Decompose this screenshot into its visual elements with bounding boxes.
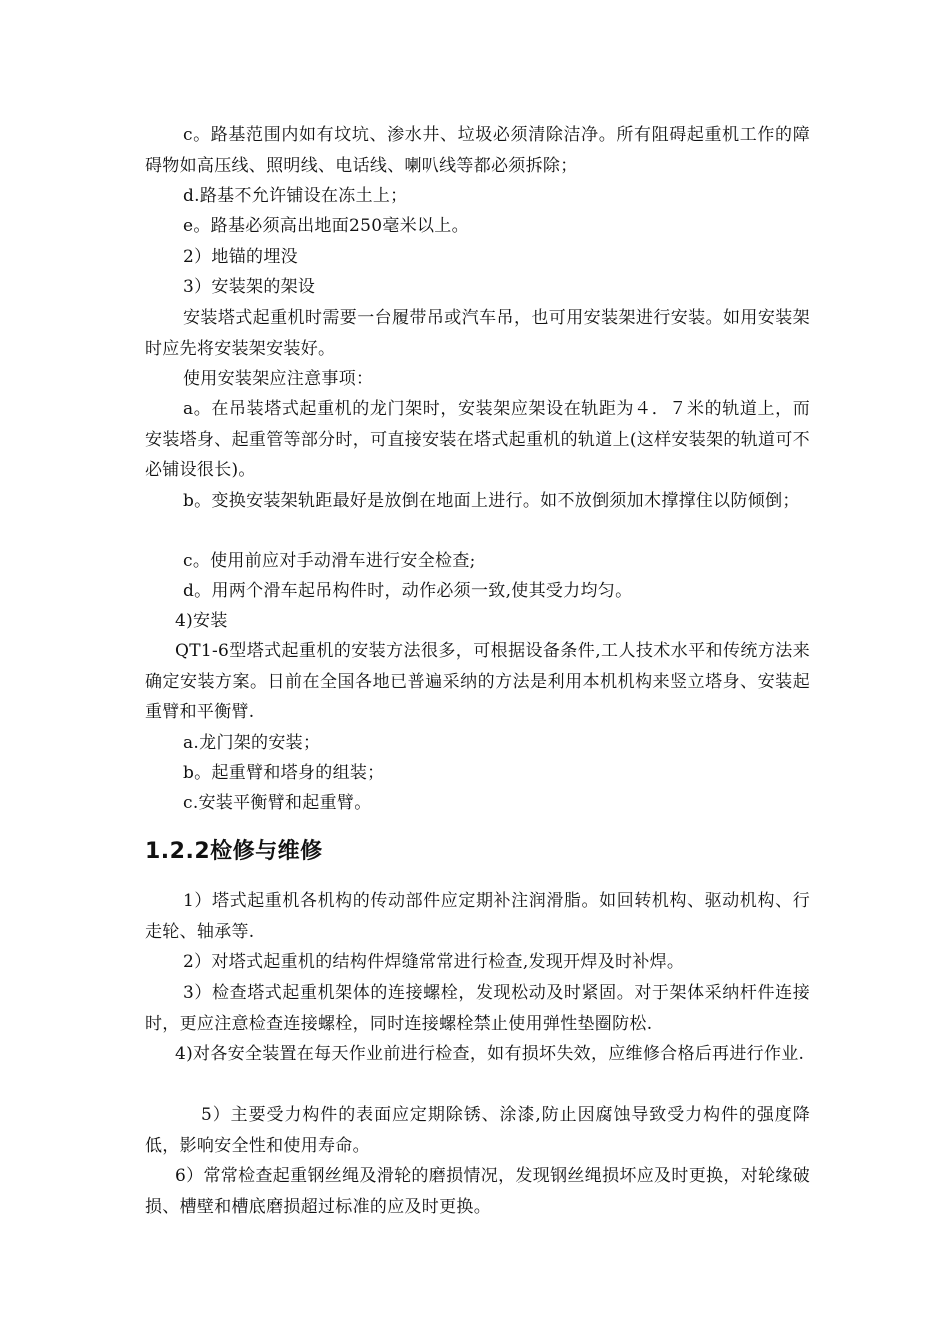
paragraph-qt1-6: QT1-6型塔式起重机的安装方法很多，可根据设备条件,工人技术水平和传统方法来确定安装方案。日前在全国各地已普遍采纳的方法是利用本机机构来竖立塔身、安装起重臂和平衡臂. [145,641,810,722]
paragraph-d-lifting: d。用两个滑车起吊构件时，动作必须一致,使其受力均匀。 [183,581,633,601]
paragraph-a-gantry-install: a.龙门架的安装； [183,733,321,753]
paragraph-maint-3: 3）检查塔式起重机架体的连接螺栓，发现松动及时紧固。对于架体采纳杆件连接时，更应注意检查连接螺栓，同时连接螺栓禁止使用弹性垫圈防松. [145,983,810,1034]
paragraph-c-roadbed-clearing: c。路基范围内如有坟坑、渗水井、垃圾必须清除洁净。所有阻碍起重机工作的障碍物如高压线、照明线、电话线、喇叭线等都必须拆除； [145,125,810,176]
paragraph-maint-4: 4)对各安全装置在每天作业前进行检查，如有损坏失效，应维修合格后再进行作业. [175,1044,805,1064]
paragraph-maint-5: 5）主要受力构件的表面应定期除锈、涂漆,防止因腐蚀导致受力构件的强度降低，影响安全性和使用寿命。 [145,1105,810,1156]
paragraph-d-frozen-soil: d.路基不允许铺设在冻土上； [183,186,408,206]
paragraph-c-check: c。使用前应对手动滑车进行安全检查; [183,551,476,571]
section-heading-maintenance: 1.2.2检修与维修 [145,839,323,864]
list-item-install-frame: 3）安装架的架设 [183,277,316,297]
paragraph-b-boom-tower: b。起重臂和塔身的组装； [183,763,385,783]
list-item-anchor: 2）地锚的埋没 [183,247,298,267]
paragraph-maint-6: 6）常常检查起重钢丝绳及滑轮的磨损情况，发现钢丝绳损坏应及时更换，对轮缘破损、槽壁和槽底磨损超过标准的应及时更换。 [145,1166,810,1217]
paragraph-install-crane: 安装塔式起重机时需要一台履带吊或汽车吊，也可用安装架进行安装。如用安装架时应先将安装架安装好。 [145,308,810,359]
paragraph-c-counter-jib: c.安装平衡臂和起重臂。 [183,793,372,813]
paragraph-a-gantry: a。在吊装塔式起重机的龙门架时，安装架应架设在轨距为４．７米的轨道上，而安装塔身、起重管等部分时，可直接安装在塔式起重机的轨道上(这样安装架的轨道可不必铺设很长)。 [145,399,810,480]
paragraph-maint-2: 2）对塔式起重机的结构件焊缝常常进行检查,发现开焊及时补焊。 [183,952,685,972]
list-item-install: 4)安装 [175,611,228,631]
paragraph-notice-title: 使用安装架应注意事项： [183,369,374,389]
paragraph-e-height: e。路基必须高出地面250毫米以上。 [183,216,469,236]
paragraph-maint-1: 1）塔式起重机各机构的传动部件应定期补注润滑脂。如回转机构、驱动机构、行走轮、轴承等. [145,891,810,942]
paragraph-b-gauge: b。变换安装架轨距最好是放倒在地面上进行。如不放倒须加木撑撑住以防倾倒； [183,491,800,511]
